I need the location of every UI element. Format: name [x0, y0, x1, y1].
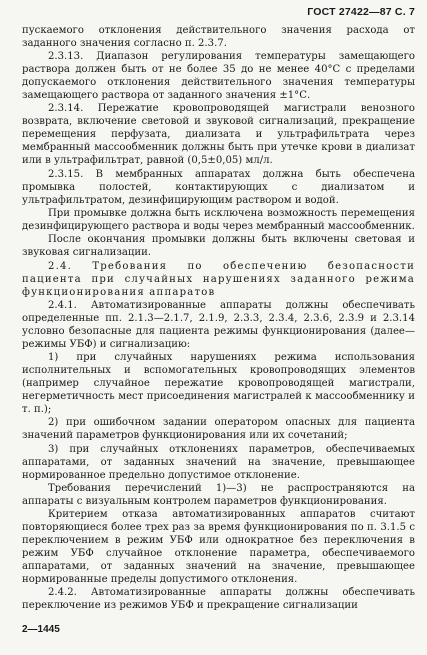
page-header: ГОСТ 27422—87 С. 7: [307, 6, 415, 18]
paragraph: 2.3.13. Диапазон регулирования температуры замещающего раствора должен быть от не более 35 до не менее 40°С с пределами допускаемого отклонения действительного значения температуры замещающего раствора от заданного значения ±1°С.: [22, 51, 415, 102]
paragraph: При промывке должна быть исключена возможность перемещения дезинфицирующего раствора и воды через мембранный массообменник.: [22, 207, 415, 232]
paragraph: Критерием отказа автоматизированных аппаратов считают повторяющиеся более трех раз за время функционирования по п. 3.1.5 с переключением в режим УБФ или однократное без переключения в режим УБФ случайное отклонение параметра, обеспечиваемого аппаратами, от заданных значений на значение, превышающее нормированные пределы допустимого отклонения.: [22, 508, 415, 585]
paragraph: пускаемого отклонения действительного значения расхода от заданного значения согласно п. 2.3.7.: [22, 25, 415, 50]
paragraph: 2) при ошибочном задании оператором опасных для пациента значений параметров функционирования или их сочетаний;: [22, 417, 415, 442]
document-body: [22, 24, 415, 612]
paragraph: 1) при случайных нарушениях режима использования исполнительных и вспомогательных кровопроводящих элементов (например случайное пережатие кровопроводящей магистрали, негерметичность мест присоединения магистралей к массообменнику и т. п.);: [22, 352, 415, 416]
paragraph: 2.4.2. Автоматизированные аппараты должны обеспечивать переключение из режимов УБФ и прекращение сигнализации: [22, 587, 415, 612]
paragraph: 2.3.15. В мембранных аппаратах должна быть обеспечена промывка полостей, контактирующих с диализатом и ультрафильтратом, дезинфицирующим раствором и водой.: [22, 168, 415, 206]
paragraph: 3) при случайных отклонениях параметров, обеспечиваемых аппаратами, от заданных значений на значение, превышающее нормированное предельно допустимое отклонение.: [22, 443, 415, 481]
paragraph: Требования перечислений 1)—3) не распространяются на аппараты с визуальным контролем параметров функционирования.: [22, 482, 415, 507]
paragraph: После окончания промывки должны быть включены световая и звуковая сигнализации.: [22, 233, 415, 258]
page-footer-mark: 2—1445: [22, 624, 60, 635]
paragraph: 2.3.14. Пережатие кровопроводящей магистрали венозного возврата, включение световой и звуковой сигнализаций, прекращение перемещения перфузата, диализата и ультрафильтрата через мембранный массообменник должны быть при утечке крови в диализат или в ультрафильтрат, равной (0,5±0,05) мл/л.: [22, 103, 415, 167]
section-heading: 2.4. Требования по обеспечению безопасности пациента при случайных нарушениях заданного режима функционирования аппаратов: [22, 260, 415, 298]
paragraph: 2.4.1. Автоматизированные аппараты должны обеспечивать определенные пп. 2.1.3—2.1.7, 2.1.9, 2.3.3, 2.3.4, 2.3.6, 2.3.9 и 2.3.14 условно безопасные для пациента режимы функционирования (далее— режимы УБФ) и сигнализацию:: [22, 299, 415, 351]
